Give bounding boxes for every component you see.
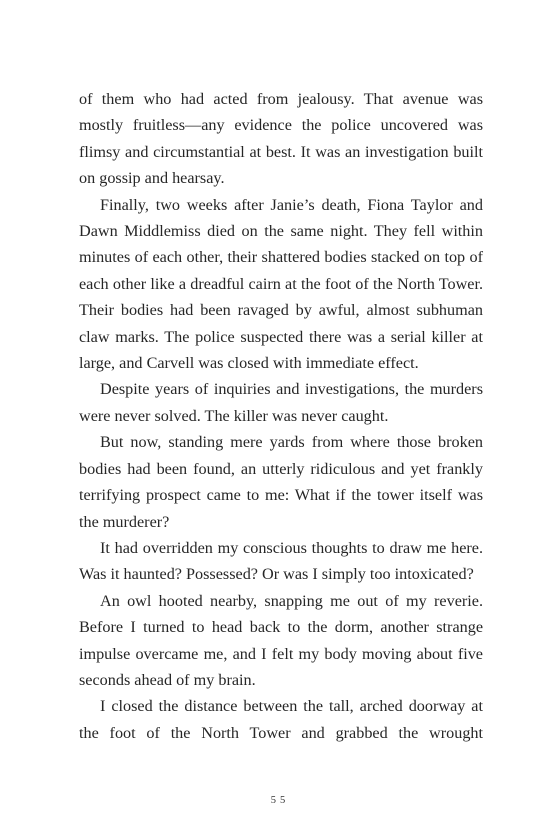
- paragraph-continued: of them who had acted from jealousy. That avenue was mostly fruitless—any evidence the police uncovered was flimsy and circumstantial at best. It was an investigation built on gossip and hearsay.: [79, 90, 483, 188]
- page-number: 55: [270, 795, 290, 806]
- body-text: [79, 86, 483, 746]
- paragraph-finally: Finally, two weeks after Janie’s death, Fiona Taylor and Dawn Middlemiss died on the same night. They fell within minutes of each other, their shattered bodies stacked on top of each other like a dreadful cairn at the foot of the North Tower. Their bodies had been ravaged by awful, almost subhuman claw marks. The police suspected there was a serial killer at large, and Carvell was closed with immediate effect.: [79, 195, 483, 373]
- paragraph-despite: Despite years of inquiries and investigations, the murders were never solved. The killer was never caught.: [79, 380, 483, 425]
- paragraph-overridden: It had overridden my conscious thoughts to draw me here. Was it haunted? Possessed? Or was I simply too intoxicated?: [79, 538, 483, 584]
- paragraph-but-now: But now, standing mere yards from where those broken bodies had been found, an utterly ridiculous and yet frankly terrifying prospect came to me: What if the tower itself was the murderer?: [79, 433, 483, 531]
- paragraph-closed-distance: I closed the distance between the tall, arched doorway at the foot of the North Tower and grabbed the wrought: [79, 697, 483, 742]
- paragraph-owl: An owl hooted nearby, snapping me out of my reverie. Before I turned to head back to the dorm, another strange impulse overcame me, and I felt my body moving about five seconds ahead of my brain.: [79, 591, 483, 689]
